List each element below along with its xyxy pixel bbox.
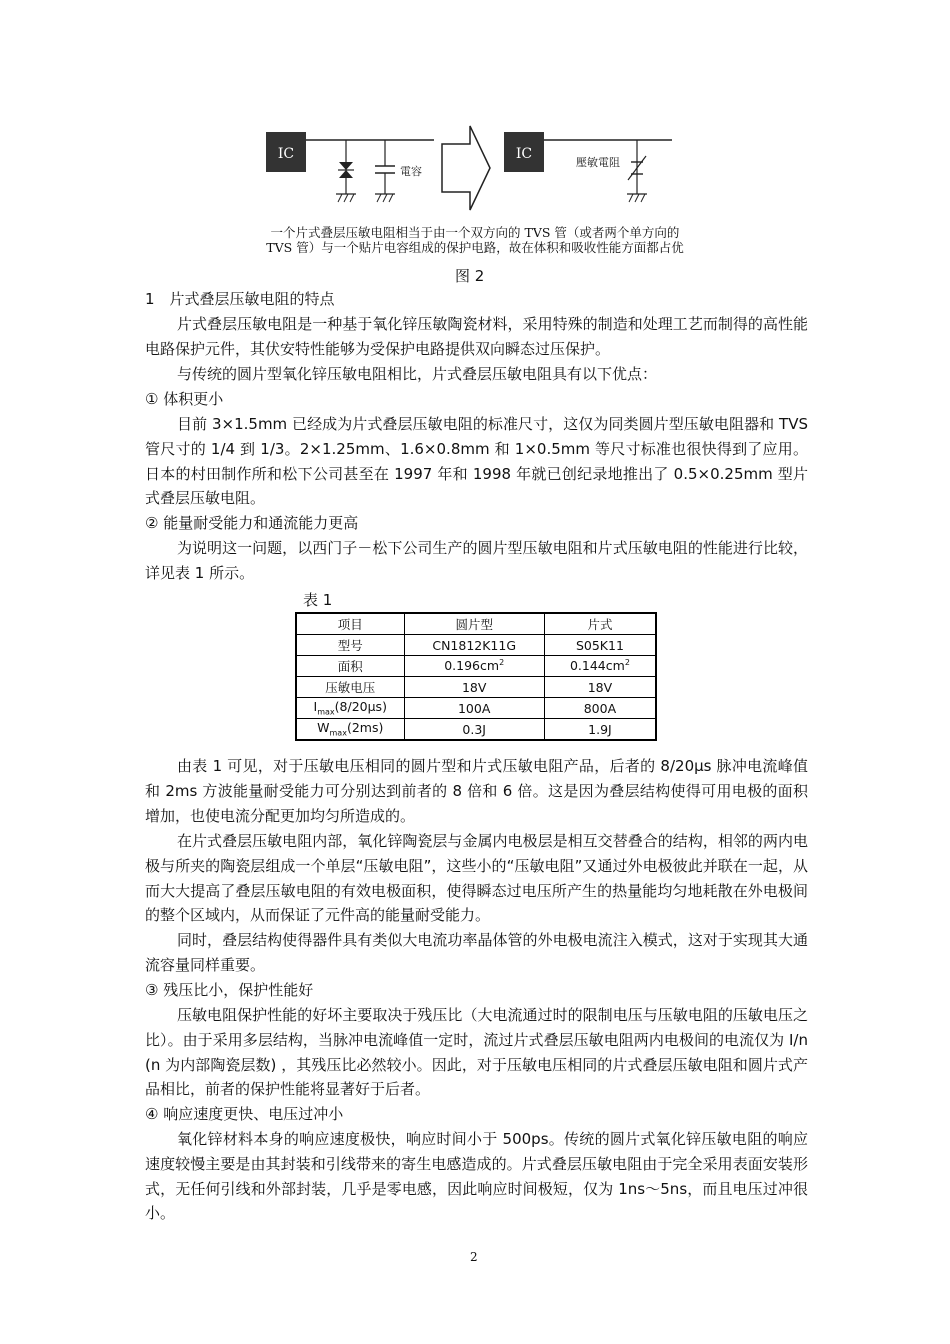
table-cell: CN1812K11G (404, 635, 544, 656)
table-header-cell: 圆片型 (404, 613, 544, 635)
paragraph-4: 为说明这一问题，以西门子－松下公司生产的圆片型压敏电阻和片式压敏电阻的性能进行比较，详见表 1 所示。 (145, 539, 808, 582)
table-cell: 18V (404, 677, 544, 698)
label-sub: max (329, 728, 347, 738)
circuit-figure (262, 122, 687, 214)
table-cell: 800A (544, 698, 656, 719)
capacitor-label: 電容 (400, 165, 422, 178)
table-cell (296, 698, 404, 719)
table-cell (404, 656, 544, 677)
figure-caption-line1: 一个片式叠层压敏电阻相当于由一个双方向的 TVS 管（或者两个单方向的 (270, 225, 680, 240)
label-sub: max (317, 707, 335, 717)
cell-value: 0.196cm (444, 658, 500, 674)
table-header-row (296, 613, 656, 635)
subheading-3: ③ 残压比小，保护性能好 (145, 981, 314, 999)
varistor-label: 壓敏電阻 (576, 156, 620, 169)
label-rest: (8/20μs) (334, 699, 387, 715)
cell-value: 0.144cm (569, 658, 625, 674)
table-cell: 0.3J (404, 719, 544, 741)
table-header-cell: 项目 (296, 613, 404, 635)
page-number: 2 (470, 1250, 478, 1264)
table-cell (544, 656, 656, 677)
paragraph-1: 片式叠层压敏电阻是一种基于氧化锌压敏陶瓷材料，采用特殊的制造和处理工艺而制得的高性能电路保护元件，其伏安特性能够为受保护电路提供双向瞬态过压保护。 (145, 315, 808, 358)
label-rest: (2ms) (346, 720, 384, 736)
table-cell: 1.9J (544, 719, 656, 741)
table-cell: S05K11 (544, 635, 656, 656)
table-header-cell: 片式 (544, 613, 656, 635)
cell-sup: 2 (499, 658, 505, 668)
left-ic-label: IC (277, 146, 295, 162)
table-cell: 面积 (296, 656, 404, 677)
arrow-icon (442, 126, 490, 210)
table-title: 表 1 (303, 591, 333, 609)
figure-label: 图 2 (455, 267, 485, 285)
right-ic-label: IC (515, 146, 533, 162)
subheading-1: ① 体积更小 (145, 390, 224, 408)
table-row (296, 719, 656, 741)
paragraph-5: 由表 1 可见，对于压敏电压相同的圆片型和片式压敏电阻产品，后者的 8/20μs 脉冲电流峰值和 2ms 方波能量耐受能力可分别达到前者的 8 倍和 6 倍。这是因为叠层结构使得可用电极的面积增加，也使电流分配更加均匀所造成的。 (145, 757, 808, 825)
paragraph-7: 同时，叠层结构使得器件具有类似大电流功率晶体管的外电极电流注入模式，这对于实现其大通流容量同样重要。 (145, 931, 808, 974)
paragraph-2: 与传统的圆片型氧化锌压敏电阻相比，片式叠层压敏电阻具有以下优点： (177, 365, 658, 383)
table-cell: 100A (404, 698, 544, 719)
table-cell (296, 719, 404, 741)
table-cell: 18V (544, 677, 656, 698)
paragraph-8: 压敏电阻保护性能的好坏主要取决于残压比（大电流通过时的限制电压与压敏电阻的压敏电压之比）。由于采用多层结构，当脉冲电流峰值一定时，流过片式叠层压敏电阻两内电极间的电流仅为 I/n (n 为内部陶瓷层数) ，其残压比必然较小。因此，对于压敏电压相同的片式叠层压敏电阻和圆片式产品相比，前者的保护性能将显著好于后者。 (145, 1006, 808, 1099)
table-row (296, 635, 656, 656)
label-main: W (317, 720, 330, 736)
paragraph-9: 氧化锌材料本身的响应速度极快，响应时间小于 500ps。传统的圆片式氧化锌压敏电阻的响应速度较慢主要是由其封装和引线带来的寄生电感造成的。片式叠层压敏电阻由于完全采用表面安装形式，无任何引线和外部封装，几乎是零电感，因此响应时间极短，仅为 1ns～5ns，而且电压过冲很小。 (145, 1130, 808, 1223)
table-row (296, 698, 656, 719)
section-heading: 1 片式叠层压敏电阻的特点 (145, 290, 335, 308)
table-row (296, 656, 656, 677)
paragraph-3: 目前 3×1.5mm 已经成为片式叠层压敏电阻的标准尺寸，这仅为同类圆片型压敏电阻器和 TVS 管尺寸的 1/4 到 1/3。2×1.25mm、1.6×0.8mm 和 1×0.5mm 等尺寸标准也很快得到了应用。日本的村田制作所和松下公司甚至在 1997 年和 1998 年就已创纪录地推出了 0.5×0.25mm 型片式叠层压敏电阻。 (145, 415, 808, 508)
table-cell: 型号 (296, 635, 404, 656)
figure-caption-line2: TVS 管）与一个贴片电容组成的保护电路，故在体积和吸收性能方面都占优 (266, 240, 684, 255)
subheading-2: ② 能量耐受能力和通流能力更高 (145, 514, 359, 532)
paragraph-6: 在片式叠层压敏电阻内部，氧化锌陶瓷层与金属内电极层是相互交替叠合的结构，相邻的两内电极与所夹的陶瓷层组成一个单层“压敏电阻”，这些小的“压敏电阻”又通过外电极彼此并联在一起，从而大大提高了叠层压敏电阻的有效电极面积，使得瞬态过电压所产生的热量能均匀地耗散在外电极间的整个区域内，从而保证了元件高的能量耐受能力。 (145, 832, 808, 925)
label-main: I (313, 699, 318, 715)
table-1 (295, 612, 657, 741)
subheading-4: ④ 响应速度更快、电压过冲小 (145, 1105, 344, 1123)
cell-sup: 2 (624, 658, 630, 668)
table-row (296, 677, 656, 698)
table-cell: 压敏电压 (296, 677, 404, 698)
